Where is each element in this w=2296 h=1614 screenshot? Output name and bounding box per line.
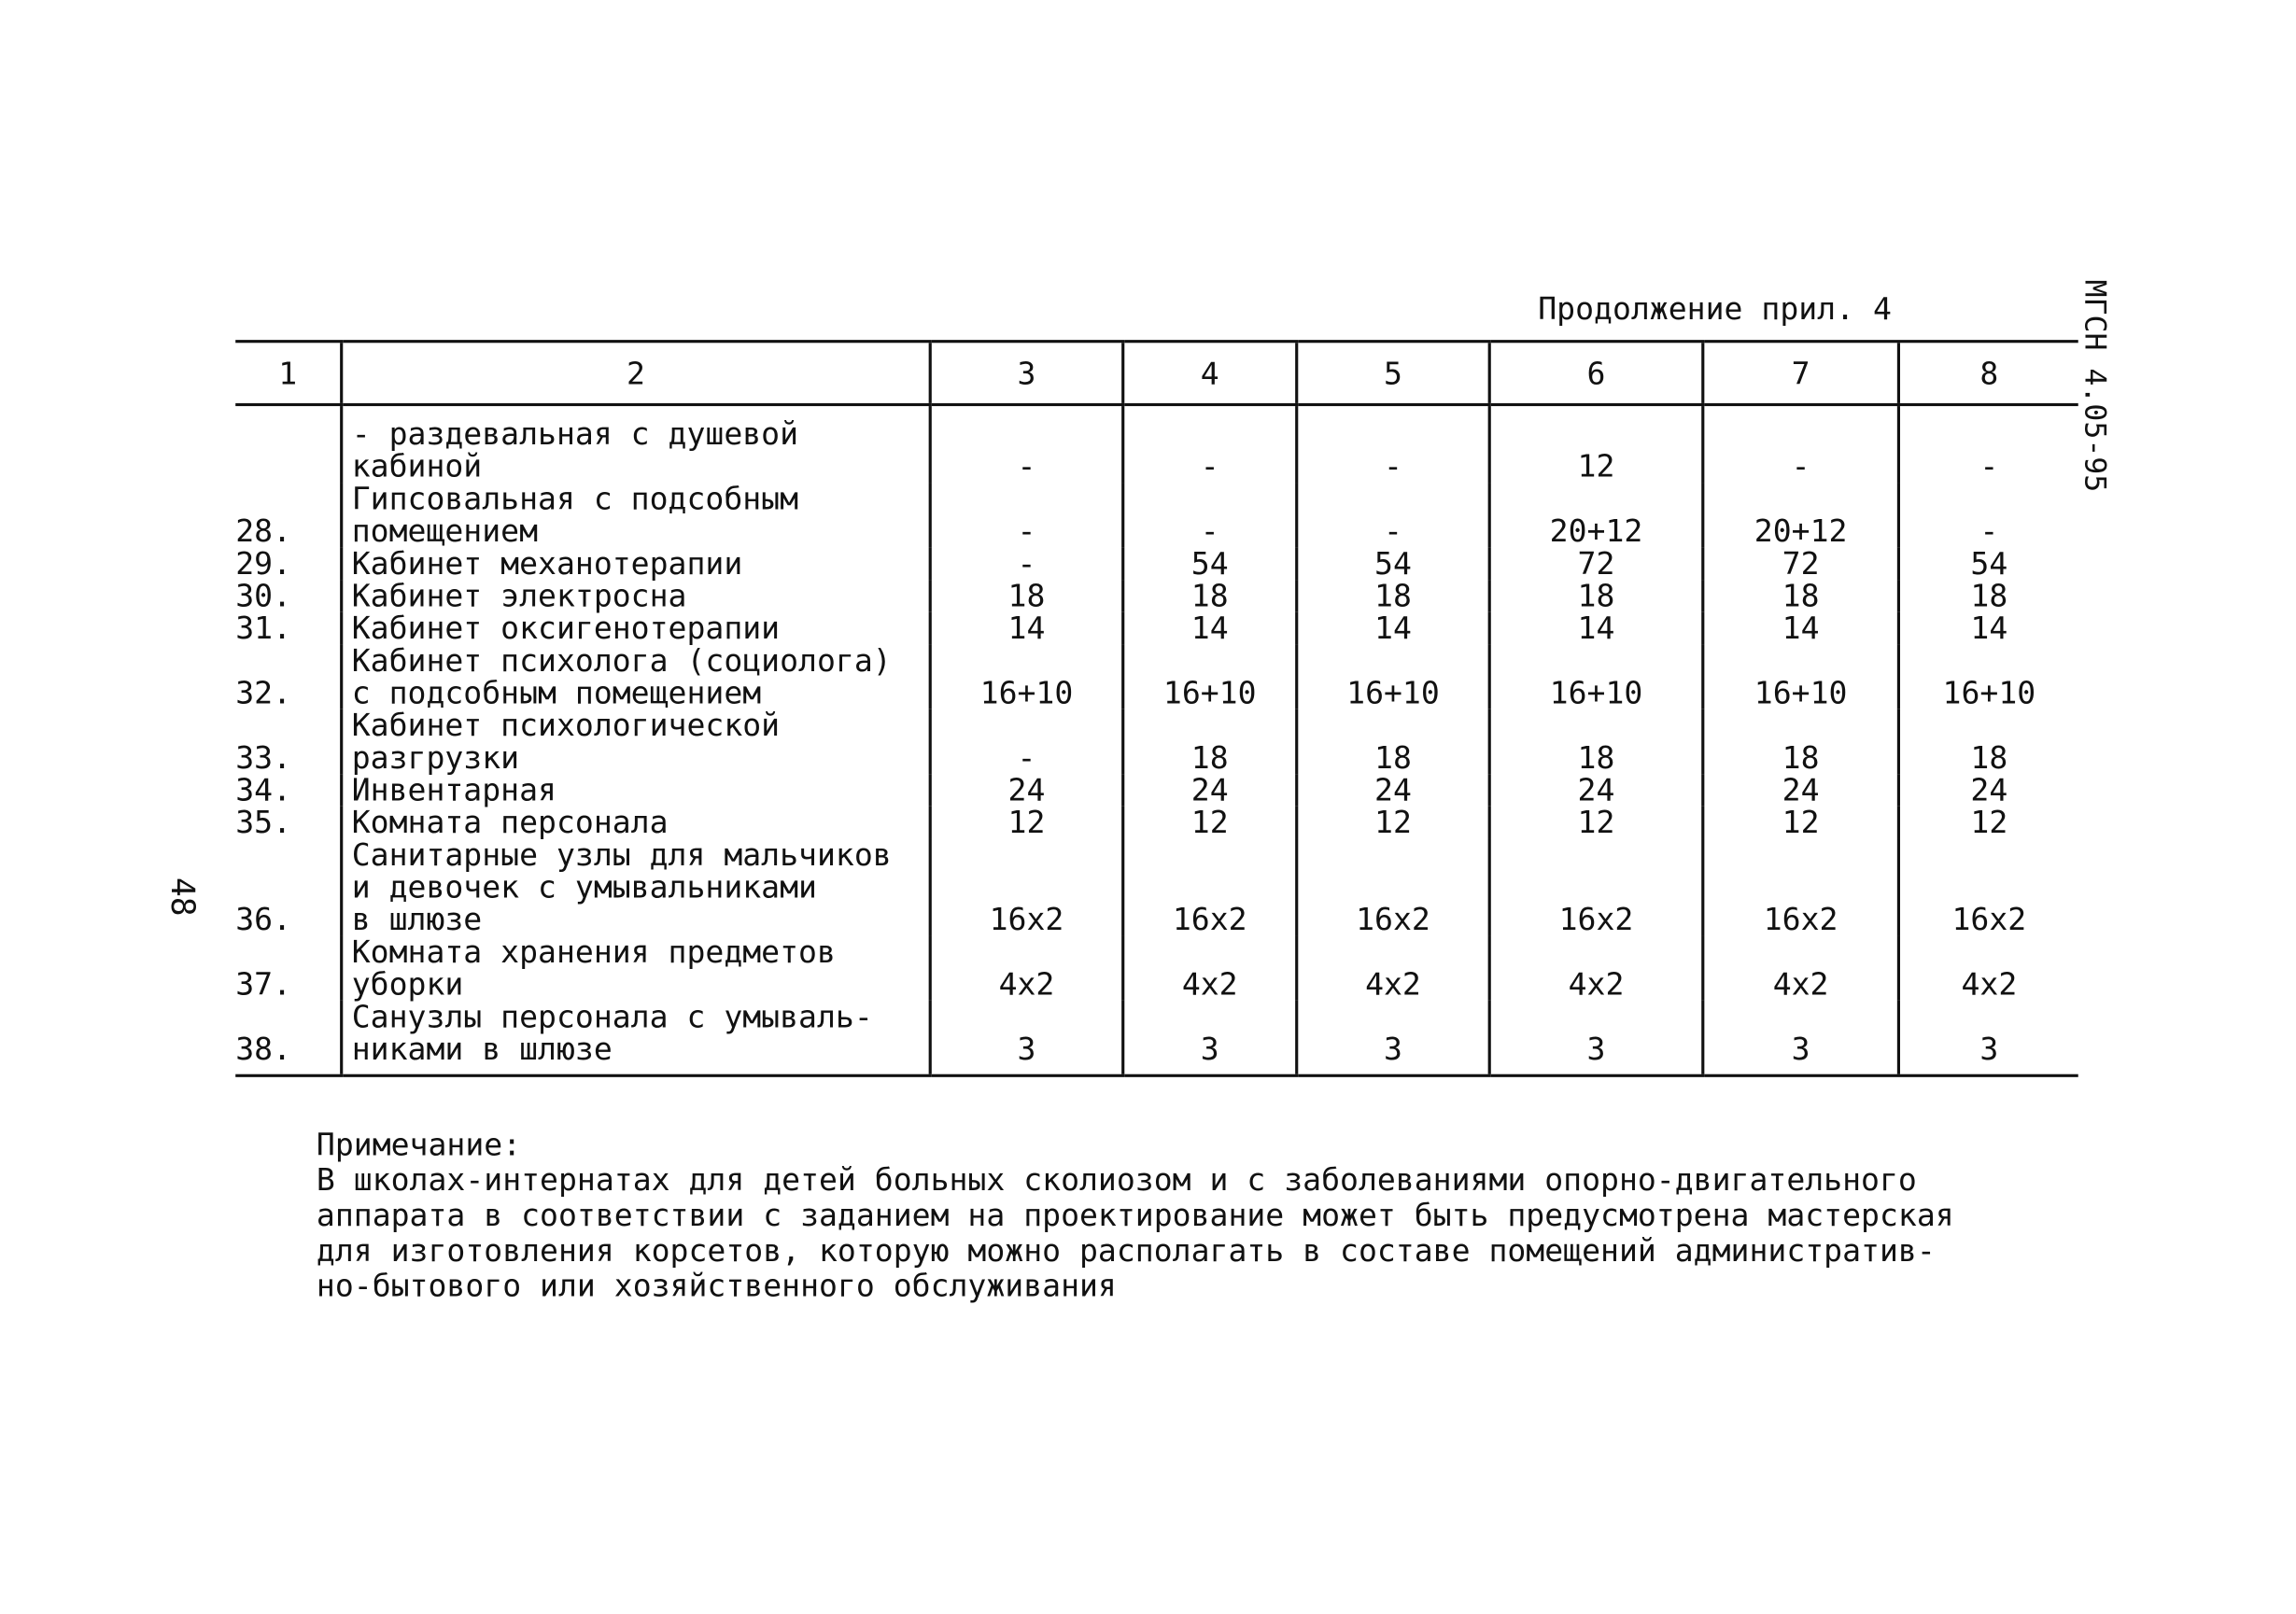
area-value: 4x2 xyxy=(1898,936,2078,1001)
area-value: 16+10 xyxy=(1297,644,1489,709)
area-value: 12 xyxy=(1703,807,1899,839)
table-header-row xyxy=(235,342,2078,405)
area-value: 14 xyxy=(1898,612,2078,645)
area-value: 24 xyxy=(1297,774,1489,807)
area-value: 16+10 xyxy=(1489,644,1703,709)
column-header: 5 xyxy=(1297,342,1489,405)
area-value: 18 xyxy=(1898,580,2078,612)
room-name: Кабинет психолога (социолога) с подсобным помещением xyxy=(342,644,931,709)
area-value: 3 xyxy=(1297,1001,1489,1075)
area-value: 16x2 xyxy=(1898,838,2078,935)
area-value: 16+10 xyxy=(1123,644,1297,709)
area-value: 14 xyxy=(1703,612,1899,645)
area-value: 18 xyxy=(1703,580,1899,612)
area-value: 12 xyxy=(1297,807,1489,839)
area-value: 14 xyxy=(930,612,1122,645)
area-value: 24 xyxy=(930,774,1122,807)
row-number xyxy=(235,404,341,483)
row-number: 28. xyxy=(235,513,292,549)
row-number: 37. xyxy=(235,966,292,1003)
page-number: 48 xyxy=(162,877,200,917)
area-value: 72 xyxy=(1703,547,1899,580)
table-row xyxy=(235,404,2078,483)
area-value: - xyxy=(1703,404,1899,483)
area-value: - xyxy=(1123,483,1297,547)
table-row xyxy=(235,547,2078,580)
room-name: Кабинет оксигенотерапии xyxy=(342,612,931,645)
row-number: 35. xyxy=(235,805,292,841)
room-name: Санитарные узлы для мальчиков и девочек с умывальниками в шлюзе xyxy=(342,838,931,935)
area-value: 4x2 xyxy=(1489,936,1703,1001)
area-value: 12 xyxy=(1898,807,2078,839)
row-number: 32. xyxy=(235,675,292,711)
area-value: - xyxy=(1898,404,2078,483)
area-value: 4x2 xyxy=(1123,936,1297,1001)
area-value: 3 xyxy=(1898,1001,2078,1075)
area-value: 18 xyxy=(1489,580,1703,612)
area-value: 16x2 xyxy=(1123,838,1297,935)
table-row xyxy=(235,612,2078,645)
area-value: 54 xyxy=(1898,547,2078,580)
room-name: Инвентарная xyxy=(342,774,931,807)
area-value: 16x2 xyxy=(1703,838,1899,935)
area-value: 3 xyxy=(1123,1001,1297,1075)
row-number: 30. xyxy=(235,578,292,614)
area-value: 24 xyxy=(1123,774,1297,807)
area-value: 14 xyxy=(1489,612,1703,645)
table-row xyxy=(235,483,2078,547)
area-value: 16+10 xyxy=(930,644,1122,709)
area-value: 16+10 xyxy=(1898,644,2078,709)
area-value: 16x2 xyxy=(1297,838,1489,935)
area-value: 20+12 xyxy=(1489,483,1703,547)
table-row xyxy=(235,774,2078,807)
area-value: 3 xyxy=(1703,1001,1899,1075)
column-header: 6 xyxy=(1489,342,1703,405)
note-title: Примечание: xyxy=(316,1127,522,1163)
area-value: 54 xyxy=(1297,547,1489,580)
area-value: 24 xyxy=(1489,774,1703,807)
area-value: 4x2 xyxy=(1703,936,1899,1001)
table-row xyxy=(235,936,2078,1001)
note-text: В школах-интернатах для детей больных сколиозом и с заболеваниями опорно-двигательного аппарата в соответствии с заданием на проектирование может быть предусмотрена мастерская для изготовления корсетов, которую можно располагать в составе помещений административ- но-бытового или хозяйственного обслуживания xyxy=(316,1162,1954,1304)
room-name: - раздевальная с душевой кабиной xyxy=(342,404,931,483)
area-value: 18 xyxy=(1297,580,1489,612)
area-value: 12 xyxy=(930,807,1122,839)
area-value: 16+10 xyxy=(1703,644,1899,709)
room-name: Кабинет механотерапии xyxy=(342,547,931,580)
room-name: Комната хранения предметов уборки xyxy=(342,936,931,1001)
table-row xyxy=(235,838,2078,935)
area-value: 16x2 xyxy=(930,838,1122,935)
row-number: 31. xyxy=(235,611,292,646)
area-value: - xyxy=(930,547,1122,580)
area-value: - xyxy=(1297,483,1489,547)
area-value: 54 xyxy=(1123,547,1297,580)
table-row xyxy=(235,709,2078,774)
note-block xyxy=(317,1127,2083,1303)
row-number: 34. xyxy=(235,772,292,808)
area-value: - xyxy=(1898,483,2078,547)
table-row xyxy=(235,644,2078,709)
area-value: 18 xyxy=(1489,709,1703,774)
row-number: 33. xyxy=(235,739,292,776)
area-value: 18 xyxy=(1123,709,1297,774)
column-header: 3 xyxy=(930,342,1122,405)
area-value: 3 xyxy=(930,1001,1122,1075)
column-header: 7 xyxy=(1703,342,1899,405)
premises-table xyxy=(235,340,2078,1077)
row-number: 38. xyxy=(235,1001,341,1075)
room-name: Гипсовальная с подсобным помещением xyxy=(342,483,931,547)
area-value: 18 xyxy=(1123,580,1297,612)
column-header: 2 xyxy=(342,342,931,405)
area-value: 14 xyxy=(1297,612,1489,645)
area-value: - xyxy=(930,404,1122,483)
column-header: 1 xyxy=(235,342,341,405)
table-row xyxy=(235,807,2078,839)
area-value: - xyxy=(1297,404,1489,483)
area-value: 16x2 xyxy=(1489,838,1703,935)
column-header: 8 xyxy=(1898,342,2078,405)
area-value: 24 xyxy=(1898,774,2078,807)
area-value: 18 xyxy=(1297,709,1489,774)
area-value: 14 xyxy=(1123,612,1297,645)
area-value: 24 xyxy=(1703,774,1899,807)
continuation-caption: Продолжение прил. 4 xyxy=(1538,291,1892,327)
area-value: 72 xyxy=(1489,547,1703,580)
area-value: 12 xyxy=(1123,807,1297,839)
row-number: 36. xyxy=(235,902,292,938)
area-value: 18 xyxy=(1703,709,1899,774)
room-name: Комната персонала xyxy=(342,807,931,839)
table-body xyxy=(235,404,2078,1075)
standard-code: МГСН 4.05-95 xyxy=(2078,279,2114,493)
area-value: 4x2 xyxy=(1297,936,1489,1001)
area-value: - xyxy=(1123,404,1297,483)
area-value: 3 xyxy=(1489,1001,1703,1075)
area-value: 18 xyxy=(1898,709,2078,774)
area-value: 20+12 xyxy=(1703,483,1899,547)
table-row xyxy=(235,1001,2078,1075)
area-value: 12 xyxy=(1489,404,1703,483)
area-value: - xyxy=(930,483,1122,547)
row-number: 29. xyxy=(235,545,292,582)
area-value: 12 xyxy=(1489,807,1703,839)
area-value: 4x2 xyxy=(930,936,1122,1001)
room-name: Санузлы персонала с умываль- никами в шлюзе xyxy=(342,1001,931,1075)
table-row xyxy=(235,580,2078,612)
room-name: Кабинет электросна xyxy=(342,580,931,612)
area-value: 18 xyxy=(930,580,1122,612)
area-value: - xyxy=(930,709,1122,774)
room-name: Кабинет психологической разгрузки xyxy=(342,709,931,774)
column-header: 4 xyxy=(1123,342,1297,405)
